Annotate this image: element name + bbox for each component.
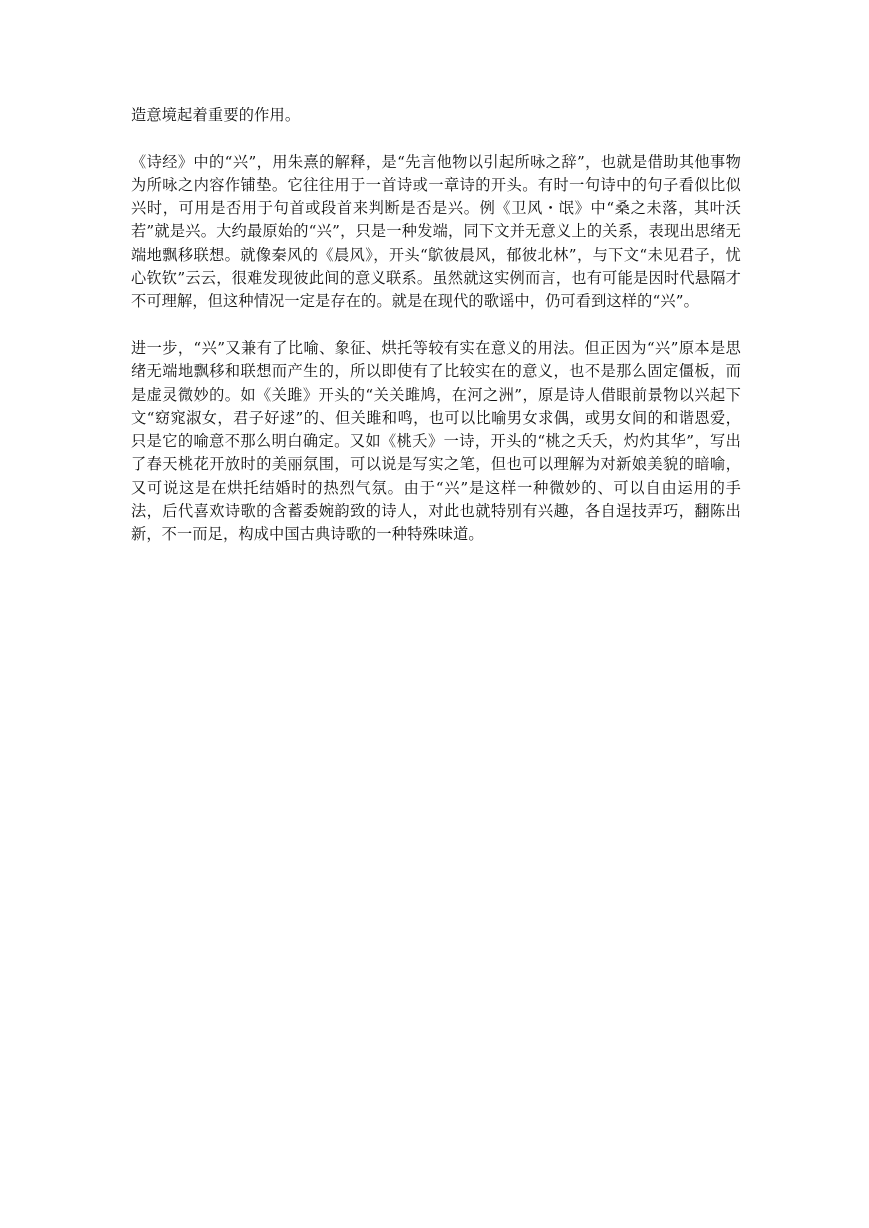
paragraph-3: 进一步，“兴”又兼有了比喻、象征、烘托等较有实在意义的用法。但正因为“兴”原本是思绪无端地飘移和联想而产生的，所以即使有了比较实在的意义，也不是那么固定僵板，而是虚灵微妙的。如《关雎》开头的“关关雎鸠，在河之洲”，原是诗人借眼前景物以兴起下文“窈窕淑女，君子好逑”的、但关雎和鸣，也可以比喻男女求偶，或男女间的和谐恩爱，只是它的喻意不那么明白确定。又如《桃夭》一诗，开头的“桃之夭夭，灼灼其华”，写出了春天桃花开放时的美丽氛围，可以说是写实之笔，但也可以理解为对新娘美貌的暗喻，又可说这是在烘托结婚时的热烈气氛。由于“兴”是这样一种微妙的、可以自由运用的手法，后代喜欢诗歌的含蓄委婉韵致的诗人，对此也就特别有兴趣，各自逞技弄巧，翻陈出新，不一而足，构成中国古典诗歌的一种特殊味道。 bbox=[131, 338, 741, 544]
paragraph-1: 造意境起着重要的作用。 bbox=[131, 106, 301, 124]
document-body bbox=[131, 104, 741, 547]
paragraph-2: 《诗经》中的“兴”，用朱熹的解释，是“先言他物以引起所咏之辞”，也就是借助其他事物为所咏之内容作铺垫。它往往用于一首诗或一章诗的开头。有时一句诗中的句子看似比似兴时，可用是否用于句首或段首来判断是否是兴。例《卫风・氓》中“桑之未落，其叶沃若”就是兴。大约最原始的“兴”，只是一种发端，同下文并无意义上的关系，表现出思绪无端地飘移联想。就像秦风的《晨风》，开头“鴥彼晨风，郁彼北林”，与下文“未见君子，忧心钦钦”云云，很难发现彼此间的意义联系。虽然就这实例而言，也有可能是因时代悬隔才不可理解，但这种情况一定是存在的。就是在现代的歌谣中，仍可看到这样的“兴”。 bbox=[131, 152, 741, 311]
